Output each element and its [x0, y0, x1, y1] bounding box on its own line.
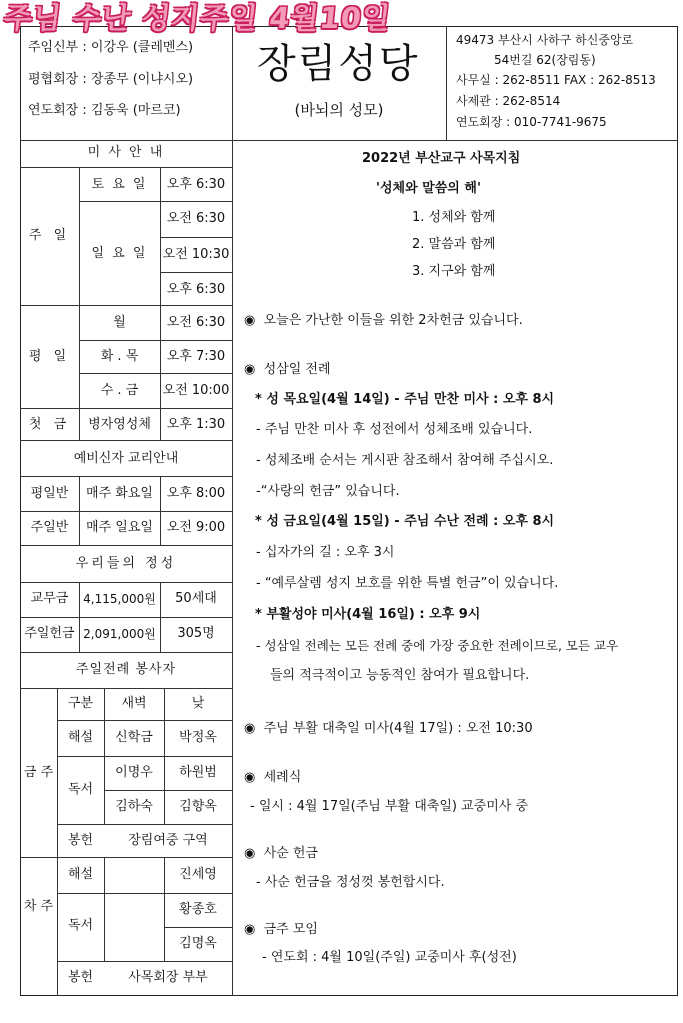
- easter-mass: ◉ 주님 부활 대축일 미사(4월 17일) : 오전 10:30: [244, 721, 533, 736]
- nw-haeseol-day: 진세영: [179, 867, 217, 882]
- rule: [20, 545, 232, 546]
- church-name: 장림성당: [257, 41, 420, 87]
- bullet-icon: ◉: [244, 313, 256, 328]
- saturday-time: 오후 6:30: [166, 177, 226, 192]
- header-divider: [20, 140, 678, 141]
- tw-dokseo1-day: 하원범: [179, 765, 217, 780]
- district-meeting-title: ◉ 금주 모임: [244, 922, 318, 937]
- rule: [57, 824, 232, 825]
- yeondo-phone: 연도회장 : 010-7741-9675: [456, 115, 607, 129]
- rule: [20, 305, 232, 306]
- weekday-time-3: 오전 10:00: [162, 383, 230, 398]
- rule: [104, 790, 232, 791]
- rule: [20, 167, 232, 168]
- district-meeting-line-1: - 연도회 : 4월 10일(주일) 교중미사 후(성전): [262, 950, 517, 965]
- header-col-divider-1: [232, 26, 233, 140]
- first-friday-time: 오후 1:30: [166, 417, 226, 432]
- rule: [57, 893, 232, 894]
- offerings-title: 우리들의 정성: [75, 556, 177, 571]
- catechism-title: 예비신자 교리안내: [73, 451, 179, 466]
- rule: [20, 440, 232, 441]
- holy-thursday-line-1: - 주님 만찬 미사 후 성전에서 성체조배 있습니다.: [256, 422, 533, 437]
- easter-vigil-line-2: 들의 적극적이고 능동적인 참여가 필요합니다.: [270, 668, 530, 683]
- nw-dokseo2-day: 김명옥: [179, 936, 217, 951]
- rule: [104, 857, 105, 961]
- lent-offering-title: ◉ 사순 헌금: [244, 846, 318, 861]
- main-col-divider: [232, 140, 233, 996]
- sunday-label: 주 일: [28, 228, 71, 243]
- rule: [20, 652, 232, 653]
- offering-count-2: 305명: [177, 626, 215, 641]
- sunday-time-1: 오전 6:30: [166, 211, 226, 226]
- offering-count-1: 50세대: [175, 591, 217, 606]
- address-line-1: 49473 부산시 사하구 하신중앙로: [456, 33, 634, 47]
- easter-vigil-line-1: - 성삼일 전례는 모든 전례 중에 가장 중요한 전례이므로, 모든 교우: [256, 638, 619, 653]
- bullet-icon: ◉: [244, 362, 256, 377]
- nw-role-haeseol: 해설: [67, 867, 94, 882]
- rule: [79, 201, 232, 202]
- catechism-sunday-time: 오전 9:00: [166, 520, 226, 535]
- offering-amount-1: 4,115,000원: [83, 592, 156, 606]
- nw-dokseo1-day: 황종호: [179, 902, 217, 917]
- offering-label-2: 주일헌금: [24, 626, 75, 641]
- tw-role-bongheon: 봉헌: [67, 833, 94, 848]
- offering-amount-2: 2,091,000원: [83, 627, 156, 641]
- rule: [20, 408, 232, 409]
- pastoral-title: 2022년 부산교구 사목지침: [362, 151, 521, 166]
- weekday-time-1: 오전 6:30: [166, 315, 226, 330]
- holy-week-title: ◉ 성삼일 전례: [244, 362, 331, 377]
- offering-label-1: 교무금: [30, 591, 69, 606]
- good-friday-line-1: - 십자가의 길 : 오후 3시: [256, 545, 395, 560]
- tw-bongheon: 장림여중 구역: [128, 833, 208, 848]
- baptism-title: ◉ 세례식: [244, 770, 302, 785]
- weekday-day-2: 화 . 목: [100, 349, 139, 364]
- rule: [79, 340, 232, 341]
- nw-role-dokseo: 독서: [67, 918, 94, 933]
- bullet-icon: ◉: [244, 721, 256, 736]
- easter-vigil: * 부활성야 미사(4월 16일) : 오후 9시: [255, 607, 481, 622]
- address-line-2: 54번길 62(장림동): [494, 53, 596, 67]
- rule: [20, 511, 232, 512]
- rule: [20, 857, 232, 858]
- rule: [164, 927, 232, 928]
- tw-haeseol-day: 박정옥: [179, 730, 217, 745]
- rule: [20, 476, 232, 477]
- weekday-label: 평 일: [28, 349, 71, 364]
- tw-dokseo2-dawn: 김하숙: [115, 799, 153, 814]
- rule: [160, 237, 232, 238]
- bullet-icon: ◉: [244, 770, 256, 785]
- sunday-time-3: 오후 6:30: [166, 282, 226, 297]
- servers-header-day: 낮: [191, 696, 205, 711]
- rule: [79, 373, 232, 374]
- catechism-sunday-day: 매주 일요일: [86, 520, 153, 535]
- catechism-weekday-time: 오후 8:00: [166, 486, 226, 501]
- good-friday: * 성 금요일(4월 15일) - 주님 수난 전례 : 오후 8시: [255, 514, 555, 529]
- tw-role-haeseol: 해설: [67, 730, 94, 745]
- servers-header-dawn: 새벽: [121, 696, 147, 711]
- catechism-sunday-label: 주일반: [30, 520, 69, 535]
- weekday-day-1: 월: [113, 315, 126, 330]
- holy-thursday: * 성 목요일(4월 14일) - 주님 만찬 미사 : 오후 8시: [255, 392, 555, 407]
- weekday-day-3: 수 . 금: [100, 383, 139, 398]
- pastoral-item-1: 1. 성체와 함께: [412, 210, 496, 225]
- weekday-time-2: 오후 7:30: [166, 349, 226, 364]
- tw-haeseol-dawn: 신학금: [115, 730, 153, 745]
- rule: [57, 961, 232, 962]
- nw-bongheon: 사목회장 부부: [128, 970, 208, 985]
- mass-col-line-2: [160, 167, 161, 440]
- pastoral-item-3: 3. 지구와 함께: [412, 264, 496, 279]
- council-president-line: 평협회장 : 장종무 (이냐시오): [28, 72, 194, 87]
- catechism-weekday-label: 평일반: [30, 486, 69, 501]
- banner-title: 주님 수난 성지주일 4월10일: [2, 1, 393, 35]
- tw-dokseo1-dawn: 이명우: [115, 765, 153, 780]
- servers-header-gubun: 구분: [67, 696, 94, 711]
- office-phone: 사무실 : 262-8511 FAX : 262-8513: [456, 73, 656, 87]
- rule: [20, 582, 232, 583]
- servers-title: 주일전례 봉사자: [75, 662, 177, 677]
- holy-thursday-line-2: - 성체조배 순서는 게시판 참조해서 참여해 주십시오.: [256, 453, 554, 468]
- sunday-day-label: 일 요 일: [91, 246, 148, 261]
- bullet-icon: ◉: [244, 846, 256, 861]
- next-week-label: 차 주: [23, 899, 54, 914]
- rule: [20, 688, 232, 689]
- notice-second-collection: ◉ 오늘은 가난한 이들을 위한 2차헌금 있습니다.: [244, 313, 523, 328]
- saturday-label: 토 요 일: [91, 177, 148, 192]
- pastor-line: 주임신부 : 이강우 (클레멘스): [28, 40, 194, 55]
- nw-role-bongheon: 봉헌: [67, 970, 94, 985]
- church-subtitle: (바뇌의 성모): [294, 101, 384, 119]
- lent-offering-line-1: - 사순 헌금을 정성껏 봉헌합시다.: [256, 875, 445, 890]
- rule: [20, 617, 232, 618]
- first-friday-desc: 병자영성체: [88, 417, 151, 432]
- mass-section-title: 미 사 안 내: [87, 145, 165, 160]
- rule: [160, 272, 232, 273]
- header-col-divider-2: [446, 26, 447, 140]
- rule: [57, 720, 232, 721]
- catechism-weekday-day: 매주 화요일: [86, 486, 153, 501]
- tw-role-dokseo: 독서: [67, 782, 94, 797]
- tw-dokseo2-day: 김향옥: [179, 799, 217, 814]
- pastoral-item-2: 2. 말씀과 함께: [412, 237, 496, 252]
- pastoral-theme: '성체와 말씀의 해': [376, 181, 481, 196]
- holy-thursday-line-3: -“사랑의 헌금” 있습니다.: [256, 484, 400, 499]
- rectory-phone: 사제관 : 262-8514: [456, 94, 561, 108]
- baptism-line-1: - 일시 : 4월 17일(주님 부활 대축일) 교중미사 중: [250, 799, 529, 814]
- good-friday-line-2: - “예루살렘 성지 보호를 위한 특별 헌금”이 있습니다.: [256, 576, 559, 591]
- rule: [57, 756, 232, 757]
- sunday-time-2: 오전 10:30: [162, 247, 230, 262]
- this-week-label: 금 주: [23, 765, 54, 780]
- bullet-icon: ◉: [244, 922, 256, 937]
- mass-col-line-1: [79, 167, 80, 440]
- yeondo-president-line: 연도회장 : 김동욱 (마르코): [28, 103, 181, 118]
- first-friday-label: 첫 금: [28, 417, 71, 432]
